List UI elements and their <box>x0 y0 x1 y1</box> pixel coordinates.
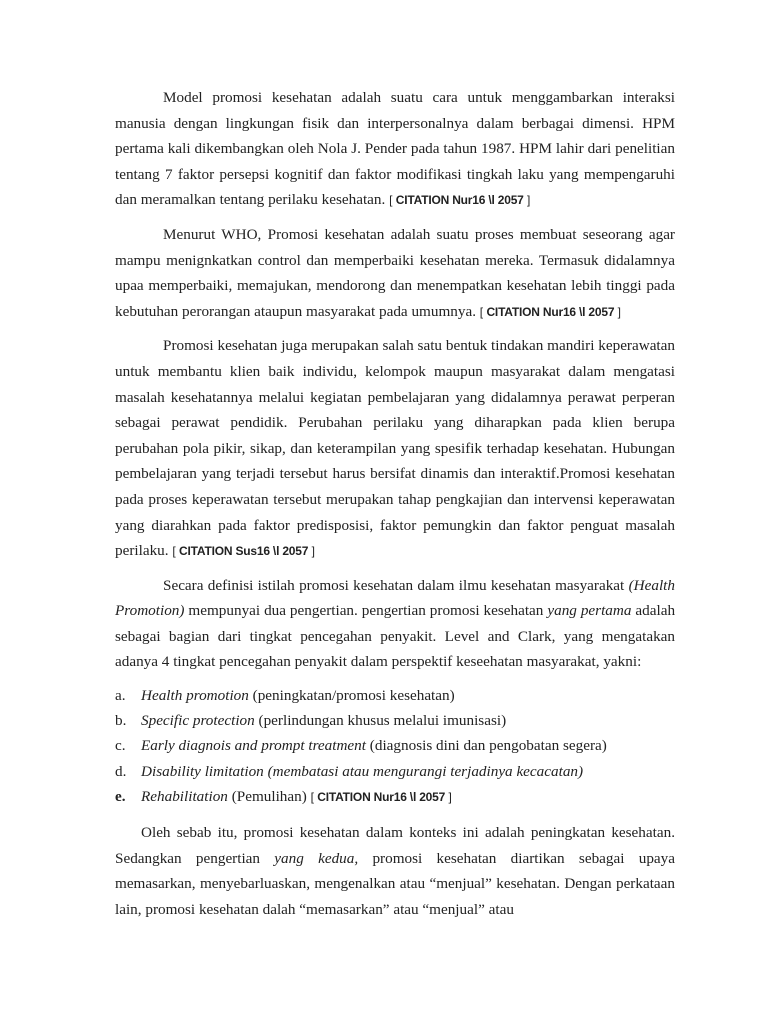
paragraph-text: Menurut WHO, Promosi kesehatan adalah suatu proses membuat seseorang agar mampu menignkatkan control dan memperbaiki kesehatan mereka. Termasuk didalamnya upaa memperbaiki, memajukan, mendorong dan menempatkan kesehatan lebih tinggi pada kebutuhan perorangan ataupun masyarakat pada umumnya. <box>115 225 675 320</box>
list-marker: a. <box>115 687 126 705</box>
citation-text: CITATION Nur16 \l 2057 <box>395 193 524 208</box>
list-term: Disability limitation (membatasi atau mengurangi terjadinya kecacatan) <box>141 762 584 780</box>
list-desc: (perlindungan khusus melalui imunisasi) <box>258 712 507 730</box>
list-term: Early diagnois and prompt treatment <box>141 737 366 755</box>
paragraph-text: Oleh sebab itu, promosi kesehatan dalam konteks ini adalah peningkatan kesehatan. Sedangkan pengertian <box>115 824 675 867</box>
paragraph-text: Secara definisi istilah promosi kesehatan dalam ilmu kesehatan masyarakat <box>163 576 625 594</box>
list-item <box>115 683 675 708</box>
term-health-promotion: (Health Promotion) <box>115 576 675 620</box>
document-body <box>115 85 675 930</box>
list-item <box>115 759 675 784</box>
citation-text: CITATION Nur16 \l 2057 <box>486 304 615 319</box>
citation-text: CITATION Sus16 \l 2057 <box>179 544 309 559</box>
paragraph-text: Promosi kesehatan juga merupakan salah satu bentuk tindakan mandiri keperawatan untuk membantu klien baik individu, kelompok maupun masyarakat dalam mengatasi masalah kesehatannya melalui kegiatan pembelajaran yang didalamnya perawat perperan sebagai perawat pendidik. Perubahan perilaku yang diharapkan pada klien berupa perubahan pola pikir, sikap, dan keterampilan yang spesifik terhadap kesehatan. Hubungan pembelajaran yang terjadi tersebut harus bersifat dinamis dan interaktif.Promosi kesehatan pada proses keperawatan tersebut merupakan tahap pengkajian dan intervensi keperawatan yang diarahkan pada faktor predisposisi, faktor pemungkin dan faktor penguat masalah perilaku. <box>115 337 675 560</box>
prevention-levels-list <box>115 683 675 810</box>
citation-text: CITATION Nur16 \l 2057 <box>317 789 446 804</box>
term-second: yang kedua, <box>274 849 359 867</box>
list-term: Health promotion <box>141 687 249 705</box>
citation-field[interactable]: [ CITATION Sus16 \l 2057 ] <box>172 544 315 559</box>
list-item <box>115 733 675 758</box>
citation-field[interactable]: [ CITATION Nur16 \l 2057 ] <box>310 789 452 804</box>
list-marker: d. <box>115 762 127 780</box>
list-desc: (Pemulihan) <box>231 787 307 805</box>
paragraph-second-meaning <box>115 820 675 922</box>
citation-field[interactable]: [ CITATION Nur16 \l 2057 ] <box>389 193 531 208</box>
list-term: Specific protection <box>141 712 255 730</box>
paragraph-text: promosi kesehatan diartikan sebagai upaya memasarkan, menyebarluaskan, mengenalkan atau “menjual” kesehatan. Dengan perkataan lain, promosi kesehatan dalah “memasarkan” atau “menjual” atau <box>115 849 676 918</box>
list-desc: (peningkatan/promosi kesehatan) <box>252 687 455 705</box>
paragraph-text: mempunyai dua pengertian. pengertian promosi kesehatan <box>188 602 544 620</box>
paragraph-text: Model promosi kesehatan adalah suatu cara untuk menggambarkan interaksi manusia dengan lingkungan fisik dan interpersonalnya dalam berbagai dimensi. HPM pertama kali dikembangkan oleh Nola J. Pender pada tahun 1987. HPM lahir dari penelitian tentang 7 faktor persepsi kognitif dan faktor modifikasi tingkah laku yang mempengaruhi dan meramalkan tentang perilaku kesehatan. <box>115 89 675 209</box>
paragraph-definition-terms <box>115 573 675 675</box>
list-item <box>115 784 675 810</box>
paragraph-who-definition <box>115 222 675 325</box>
list-desc: (diagnosis dini dan pengobatan segera) <box>369 737 607 755</box>
list-marker: e. <box>115 787 126 805</box>
list-marker: c. <box>115 737 126 755</box>
citation-field[interactable]: [ CITATION Nur16 \l 2057 ] <box>479 304 621 319</box>
paragraph-nursing-promotion <box>115 333 675 564</box>
paragraph-hpm-definition <box>115 85 675 214</box>
term-first: yang pertama <box>547 602 632 620</box>
list-item <box>115 708 675 733</box>
paragraph-text: adalah sebagai bagian dari tingkat pencegahan penyakit. Level and Clark, yang mengatakan adanya 4 tingkat pencegahan penyakit dalam perspektif keseehatan masyarakat, yakni: <box>115 602 676 671</box>
list-term: Rehabilitation <box>141 787 228 805</box>
list-marker: b. <box>115 712 127 730</box>
